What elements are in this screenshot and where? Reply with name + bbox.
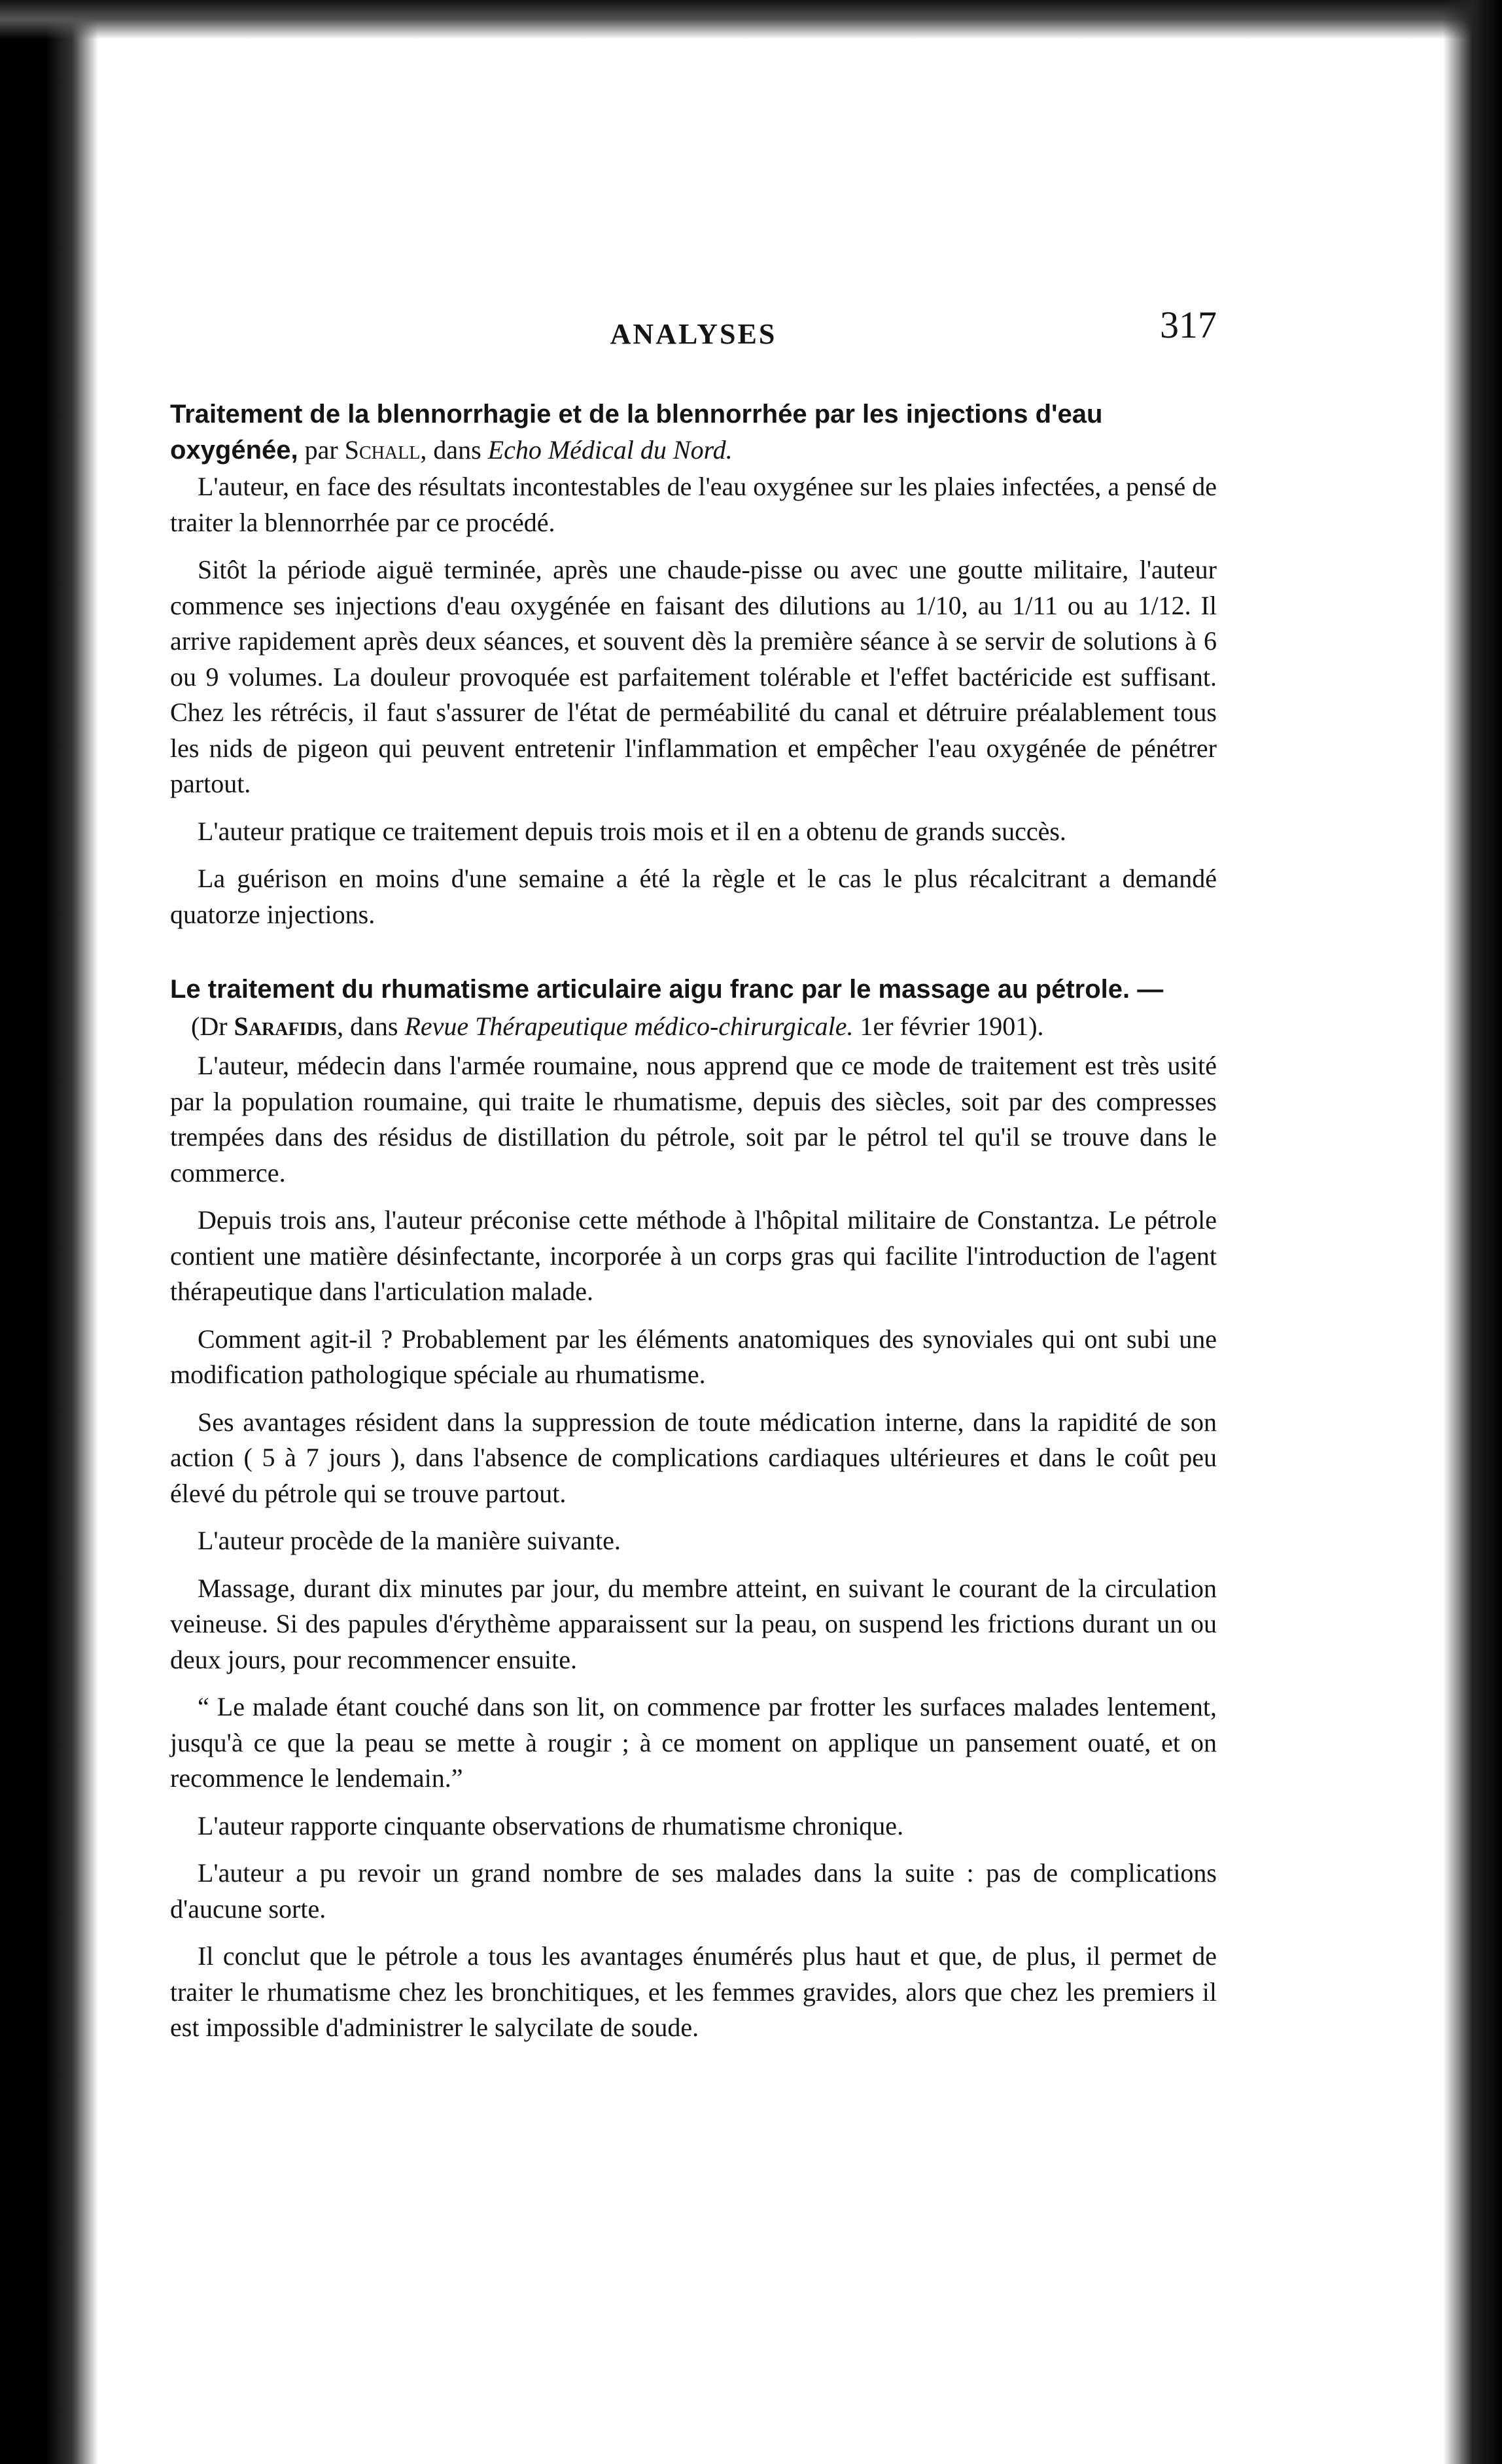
paragraph: Il conclut que le pétrole a tous les avantages énumérés plus haut et que, de plus, il permet de traiter le rhumatisme chez les bronchitiques, et les femmes gravides, alors que chez les premiers il est impossible d'administrer le salycilate de soude.: [170, 1941, 1217, 2042]
by-text: par: [298, 434, 345, 465]
paragraph: L'auteur, médecin dans l'armée roumaine, nous apprend que ce mode de traitement est très usité par la population roumaine, qui traite le rhumatisme, depuis des siècles, soit par des compresses trempées dans des résidus de distillation du pétrole, soit par le pétrol tel qu'il se trouve dans le commerce.: [170, 1051, 1217, 1188]
in-text: , dans: [420, 434, 488, 465]
article-title: Traitement de la blennorrhagie et de la blennorrhée par les injections d'eau oxygénée,: [170, 400, 1103, 465]
page-number: 317: [1160, 304, 1217, 346]
paragraph: Massage, durant dix minutes par jour, du membre atteint, en suivant le courant de la circulation veineuse. Si des papules d'érythème apparaissent sur la peau, on suspend les frictions durant un ou deux jours, pour recommencer ensuite.: [170, 1573, 1217, 1674]
author-name: Sarafidis: [234, 1011, 338, 1041]
article-heading: [170, 972, 1217, 1008]
article-blennorrhagie: [170, 396, 1217, 932]
running-head: [170, 304, 1217, 360]
byline-open: (Dr: [191, 1011, 234, 1041]
paragraph: Depuis trois ans, l'auteur préconise cette méthode à l'hôpital militaire de Constantza. Le pétrole contient une matière désinfectante, incorporée à un corps gras qui facilite l'introduction de l'agent thérapeutique dans l'articulation malade.: [170, 1205, 1217, 1306]
journal-name: Revue Thérapeutique médico-chirurgicale.: [404, 1011, 854, 1041]
scan-shadow-right: [1443, 0, 1502, 2464]
author-name: Schall: [344, 434, 421, 465]
scan-shadow-left: [0, 0, 98, 2464]
paragraph: L'auteur procède de la manière suivante.: [198, 1526, 621, 1555]
paragraph: L'auteur pratique ce traitement depuis trois mois et il en a obtenu de grands succès.: [198, 816, 1066, 846]
publication-date: 1er février 1901).: [853, 1011, 1044, 1041]
paragraph: La guérison en moins d'une semaine a été la règle et le cas le plus récalcitrant a demandé quatorze injections.: [170, 864, 1217, 929]
paragraph: L'auteur rapporte cinquante observations de rhumatisme chronique.: [198, 1810, 904, 1840]
paragraph: L'auteur a pu revoir un grand nombre de ses malades dans la suite : pas de complications d'aucune sorte.: [170, 1858, 1217, 1924]
article-rhumatisme: [170, 972, 1217, 2046]
article-byline: [170, 1009, 1217, 1045]
scan-shadow-top: [0, 0, 1502, 39]
in-text: , dans: [337, 1011, 405, 1041]
journal-name: Echo Médical du Nord.: [487, 434, 733, 465]
paragraph: Sitôt la période aiguë terminée, après une chaude-pisse ou avec une goutte militaire, l'auteur commence ses injections d'eau oxygénée en faisant des dilutions au 1/10, au 1/11 ou au 1/12. Il arrive rapidement après deux séances, et souvent dès la première séance à se servir de solutions à 6 ou 9 volumes. La douleur provoquée est parfaitement tolérable et l'effet bactéricide est suffisant. Chez les rétrécis, il faut s'assurer de l'état de perméabilité du canal et détruire préalablement tous les nids de pigeon qui peuvent entretenir l'inflammation et empêcher l'eau oxygénée de pénétrer partout.: [170, 555, 1217, 798]
article-title: Le traitement du rhumatisme articulaire aigu franc par le massage au pétrole. —: [170, 975, 1164, 1004]
page-content: [170, 304, 1217, 2085]
paragraph: Ses avantages résident dans la suppression de toute médication interne, dans la rapidité de son action ( 5 à 7 jours ), dans l'absence de complications cardiaques ultérieures et dans le coût peu élevé du pétrole qui se trouve partout.: [170, 1407, 1217, 1508]
paragraph: L'auteur, en face des résultats incontestables de l'eau oxygénee sur les plaies infectées, a pensé de traiter la blennorrhée par ce procédé.: [170, 472, 1217, 537]
paragraph: “ Le malade étant couché dans son lit, on commence par frotter les surfaces malades lentement, jusqu'à ce que la peau se mette à rougir ; à ce moment on applique un pansement ouaté, et on recommence le lendemain.”: [170, 1692, 1217, 1793]
article-heading: [170, 396, 1217, 468]
paragraph: Comment agit-il ? Probablement par les éléments anatomiques des synoviales qui ont subi une modification pathologique spéciale au rhumatisme.: [170, 1324, 1217, 1389]
running-title: ANALYSES: [610, 318, 777, 350]
